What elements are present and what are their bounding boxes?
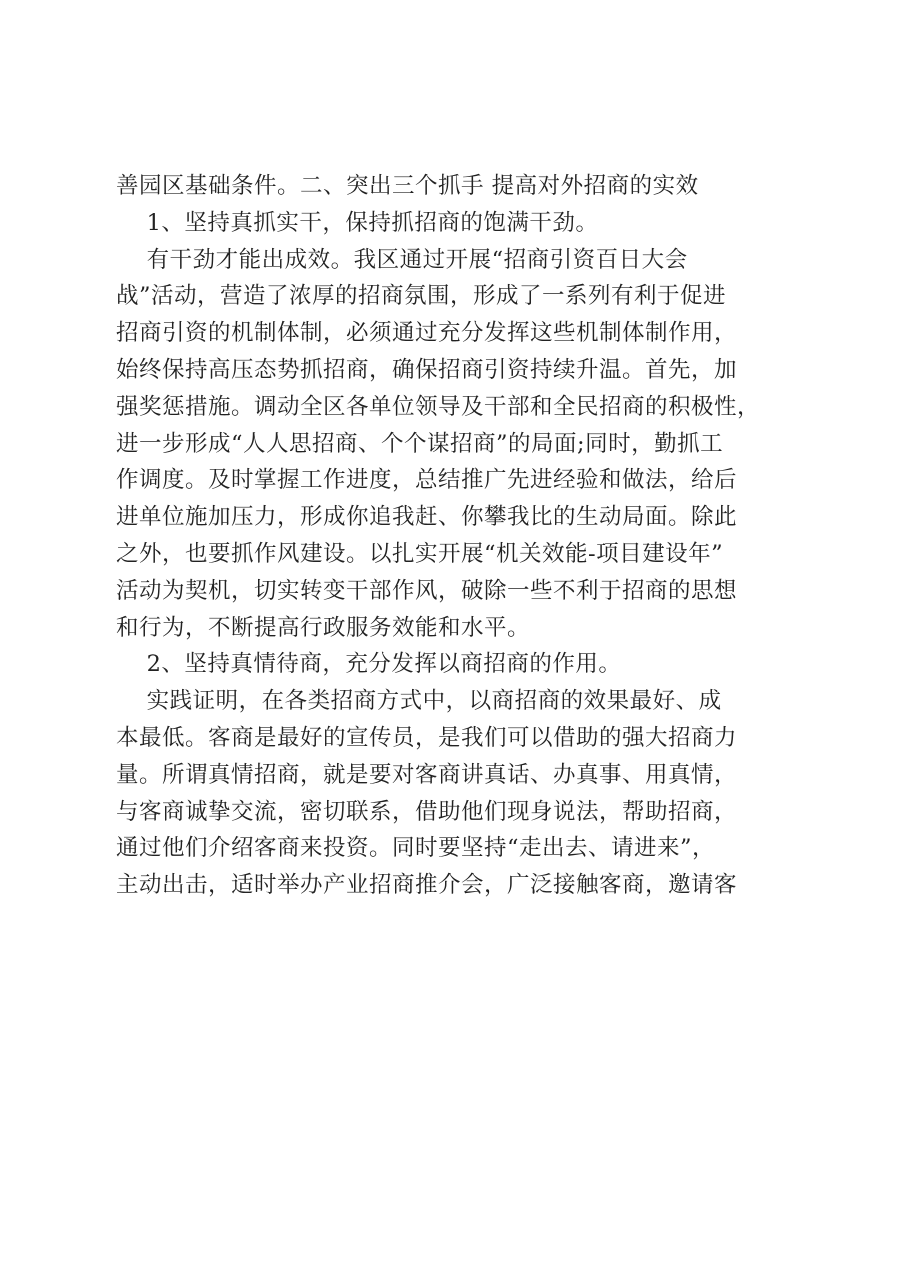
text-line: 进单位施加压力，形成你追我赶、你攀我比的生动局面。除此 bbox=[116, 504, 738, 531]
text-line: 与客商诚挚交流，密切联系，借助他们现身说法，帮助招商， bbox=[116, 798, 738, 825]
text-line: 本最低。客商是最好的宣传员，是我们可以借助的强大招商力 bbox=[116, 724, 738, 751]
text-line: 实践证明，在各类招商方式中，以商招商的效果最好、成 bbox=[116, 688, 722, 715]
text-line: 始终保持高压态势抓招商，确保招商引资持续升温。首先，加 bbox=[116, 356, 738, 383]
body-text bbox=[116, 168, 792, 904]
text-line: 通过他们介绍客商来投资。同时要坚持“走出去、请进来”， bbox=[116, 835, 716, 862]
text-line: 活动为契机，切实转变干部作风，破除一些不利于招商的思想 bbox=[116, 577, 738, 604]
text-line: 之外，也要抓作风建设。以扎实开展“机关效能-项目建设年” bbox=[116, 540, 724, 567]
text-line: 作调度。及时掌握工作进度，总结推广先进经验和做法，给后 bbox=[116, 467, 738, 494]
text-line: 主动出击，适时举办产业招商推介会，广泛接触客商，邀请客 bbox=[116, 872, 738, 899]
section-heading: 2、坚持真情待商，充分发挥以商招商的作用。 bbox=[116, 651, 622, 678]
text-line: 善园区基础条件。二、突出三个抓手 提高对外招商的实效 bbox=[116, 173, 699, 199]
text-line: 进一步形成“人人思招商、个个谋招商”的局面;同时，勤抓工 bbox=[116, 430, 724, 457]
text-line: 量。所谓真情招商，就是要对客商讲真话、办真事、用真情， bbox=[116, 761, 738, 788]
text-line: 有干劲才能出成效。我区通过开展“招商引资百日大会 bbox=[116, 246, 688, 273]
text-line: 和行为，不断提高行政服务效能和水平。 bbox=[116, 614, 531, 641]
text-line: 招商引资的机制体制，必须通过充分发挥这些机制体制作用， bbox=[116, 320, 738, 347]
text-line: 强奖惩措施。调动全区各单位领导及干部和全民招商的积极性， bbox=[116, 393, 761, 420]
section-heading: 1、坚持真抓实干，保持抓招商的饱满干劲。 bbox=[116, 209, 599, 236]
text-line: 战”活动，营造了浓厚的招商氛围，形成了一系列有利于促进 bbox=[116, 283, 727, 310]
